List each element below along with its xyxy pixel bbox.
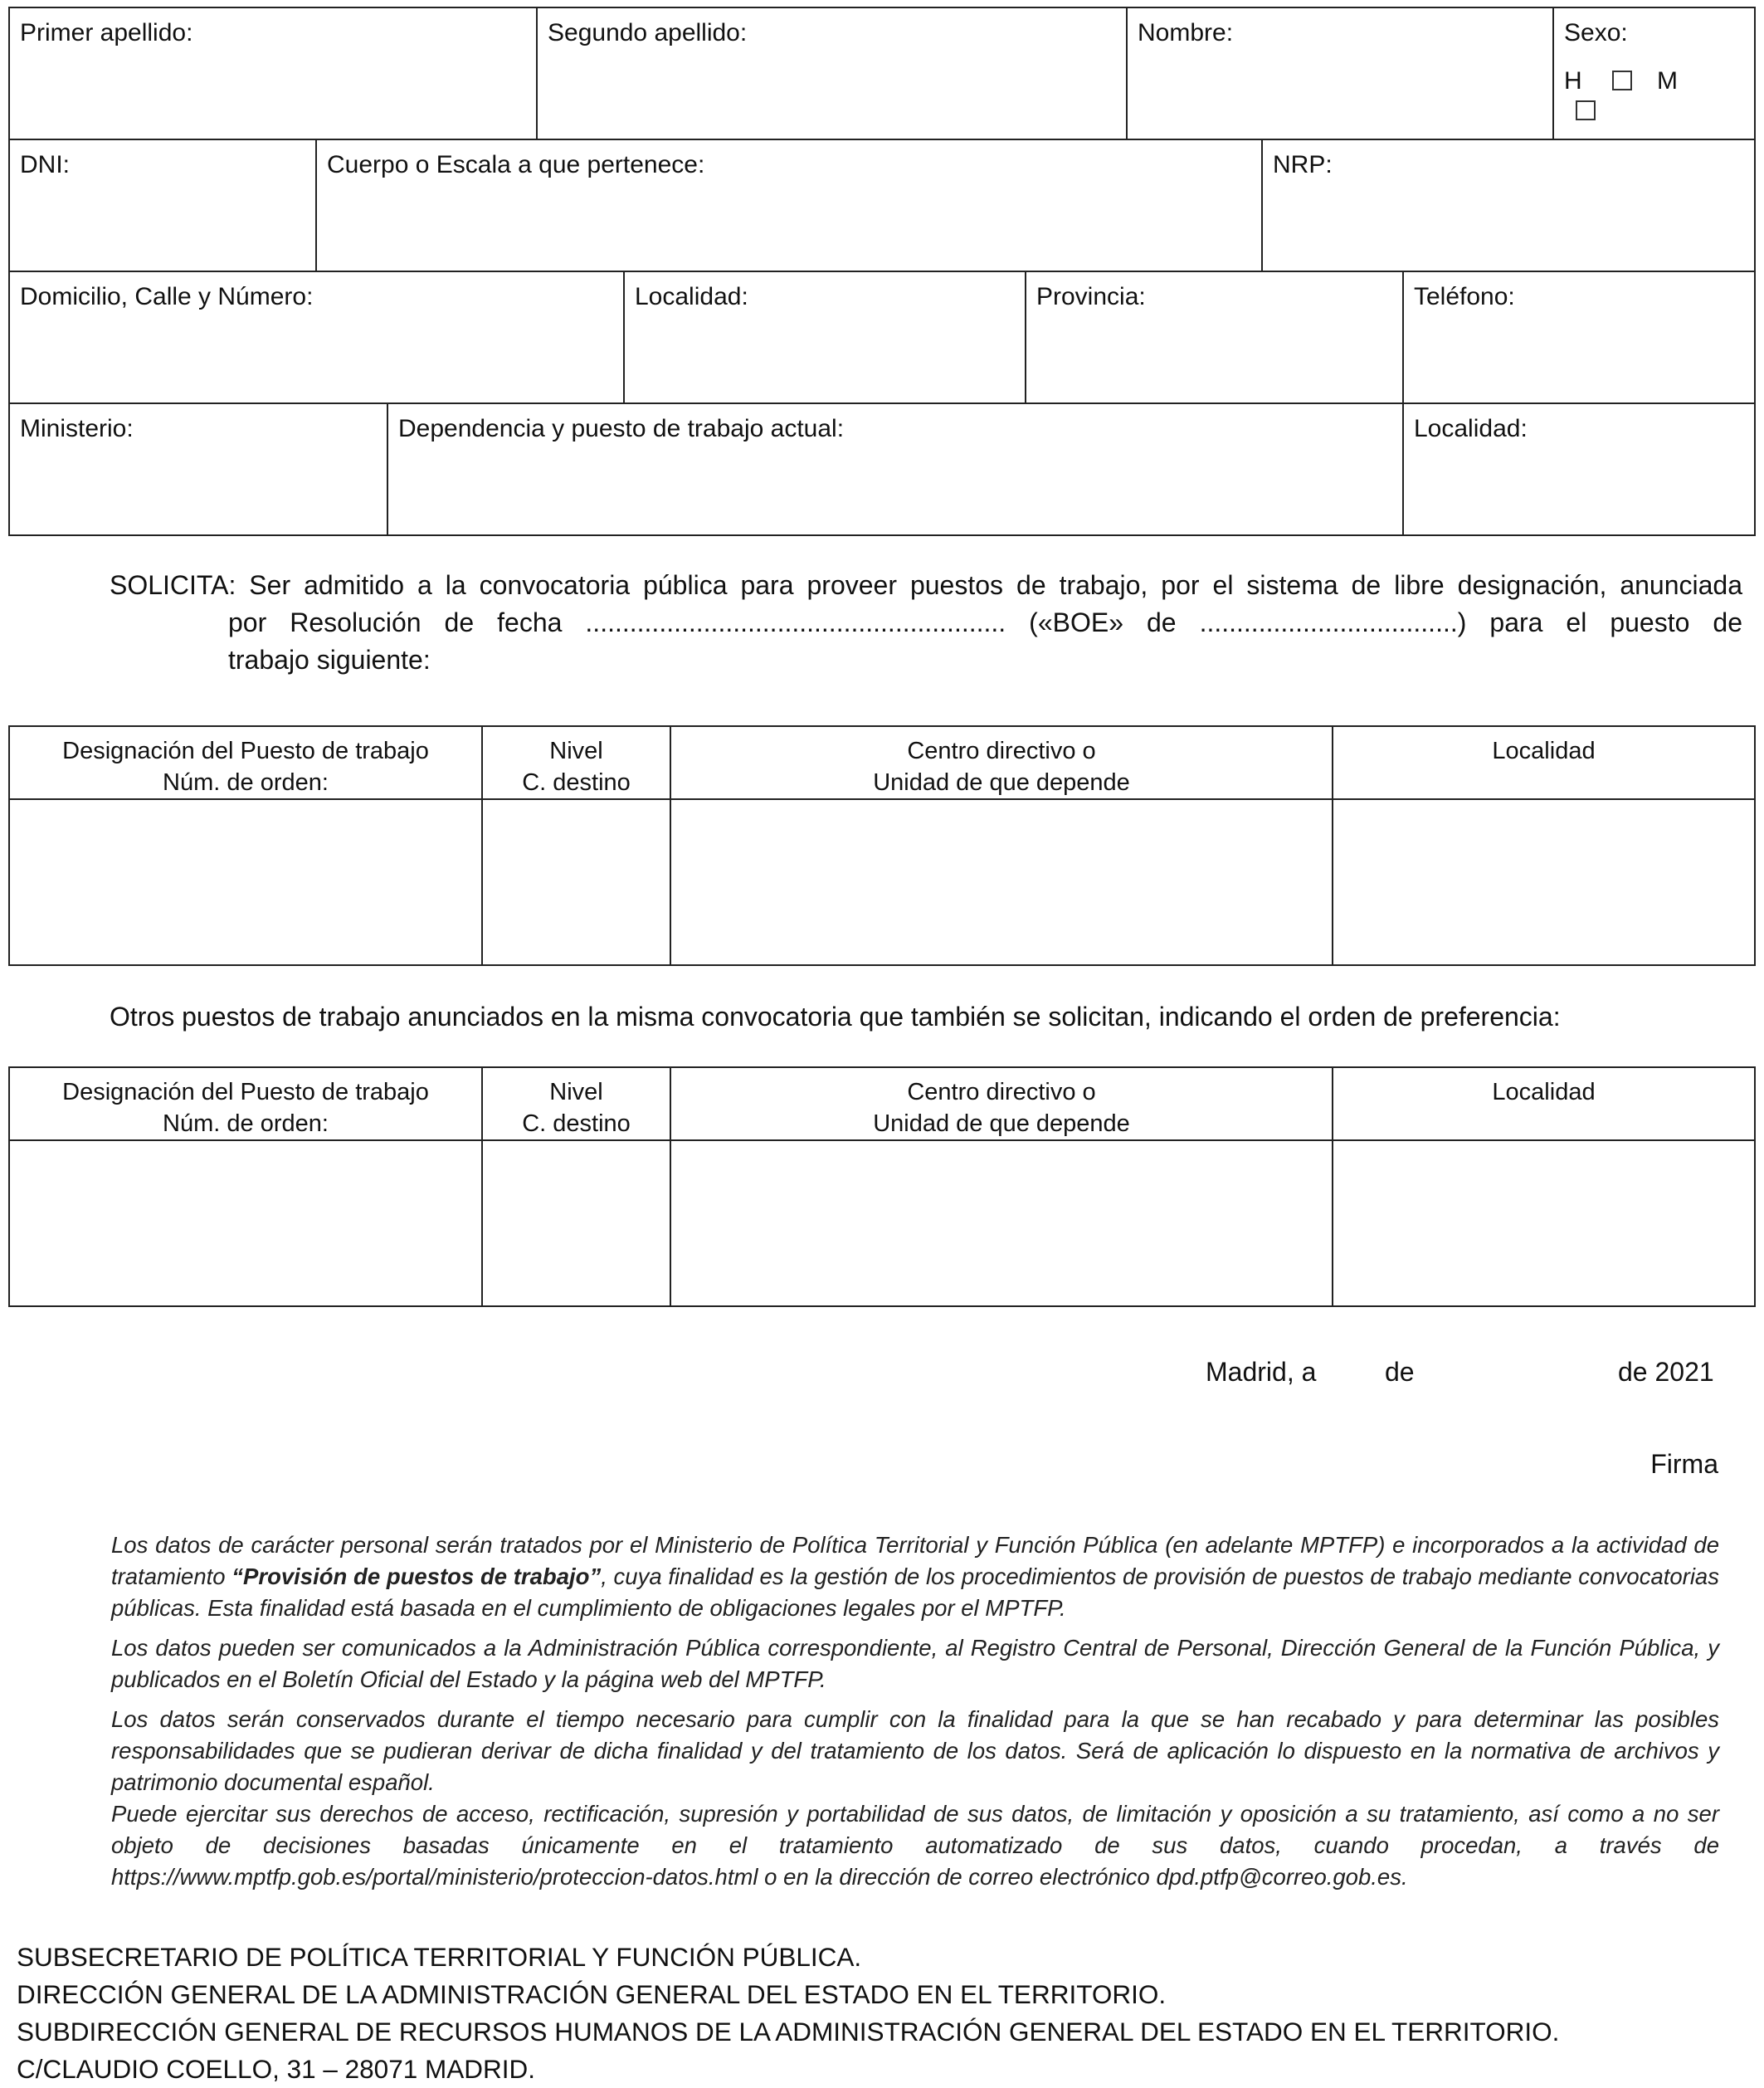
- personal-data-grid: [8, 7, 1756, 536]
- header-designacion: [10, 727, 483, 798]
- otros-puestos-text: Otros puestos de trabajo anunciados en la misma convocatoria que también se solicitan, indicando el orden de preferencia:: [110, 1002, 1561, 1032]
- cell-nivel[interactable]: [483, 1141, 671, 1305]
- field-dependencia[interactable]: [388, 404, 1404, 536]
- label-segundo-apellido: Segundo apellido:: [548, 19, 748, 46]
- header-nivel-line1: Nivel: [549, 738, 603, 764]
- solicita-line-3: trabajo siguiente:: [228, 645, 431, 675]
- row-names: [10, 8, 1754, 140]
- address-line-3: SUBDIRECCIÓN GENERAL DE RECURSOS HUMANOS DE LA ADMINISTRACIÓN GENERAL DEL ESTADO EN EL TERRITORIO.: [17, 2017, 1560, 2047]
- header-nivel-line2: C. destino: [522, 1110, 631, 1137]
- label-dependencia: Dependencia y puesto de trabajo actual:: [398, 415, 845, 442]
- cell-designacion[interactable]: [10, 800, 483, 964]
- address-line-4: C/CLAUDIO COELLO, 31 – 28071 MADRID.: [17, 2054, 535, 2084]
- legal-p1-a: Los datos de carácter personal serán tratados por el Ministerio de Política Territorial y Función Pública (en adelante MPTFP) e incorporados a la actividad de tratamiento: [111, 1532, 1719, 1589]
- legal-p1-bold: “Provisión de puestos de trabajo”: [231, 1564, 602, 1589]
- legal-paragraph-1: [111, 1529, 1719, 1624]
- field-localidad-actual[interactable]: [1404, 404, 1754, 536]
- field-localidad[interactable]: [625, 272, 1026, 402]
- solicita-line-1: SOLICITA: Ser admitido a la convocatoria pública para proveer puestos de trabajo, por el sistema de libre designación, anunciada: [110, 570, 1742, 600]
- label-sexo: Sexo:: [1564, 19, 1628, 46]
- address-line-1: SUBSECRETARIO DE POLÍTICA TERRITORIAL Y FUNCIÓN PÚBLICA.: [17, 1942, 862, 1972]
- label-nrp: NRP:: [1273, 151, 1333, 178]
- header-localidad: [1333, 727, 1754, 798]
- header-centro-line2: Unidad de que depende: [873, 769, 1130, 796]
- field-segundo-apellido[interactable]: [538, 8, 1128, 139]
- sexo-h-label: H: [1564, 67, 1582, 95]
- date-de-1: de: [1385, 1357, 1415, 1387]
- cell-centro[interactable]: [671, 800, 1333, 964]
- cell-centro[interactable]: [671, 1141, 1333, 1305]
- field-provincia[interactable]: [1026, 272, 1404, 402]
- label-localidad: Localidad:: [635, 283, 748, 310]
- header-designacion-line2: Núm. de orden:: [163, 1110, 329, 1137]
- label-domicilio: Domicilio, Calle y Número:: [20, 283, 314, 310]
- field-domicilio[interactable]: [10, 272, 625, 402]
- address-line-2: DIRECCIÓN GENERAL DE LA ADMINISTRACIÓN GENERAL DEL ESTADO EN EL TERRITORIO.: [17, 1979, 1167, 2009]
- label-nombre: Nombre:: [1138, 19, 1234, 46]
- cell-localidad[interactable]: [1333, 800, 1754, 964]
- header-designacion-line1: Designación del Puesto de trabajo: [62, 1079, 429, 1105]
- label-ministerio: Ministerio:: [20, 415, 134, 442]
- legal-notice: [111, 1529, 1719, 1901]
- header-designacion-line2: Núm. de orden:: [163, 769, 329, 796]
- label-provincia: Provincia:: [1036, 283, 1146, 310]
- header-nivel-line2: C. destino: [522, 769, 631, 796]
- header-centro-line2: Unidad de que depende: [873, 1110, 1130, 1137]
- label-primer-apellido: Primer apellido:: [20, 19, 193, 46]
- table-row: [10, 800, 1754, 964]
- field-nombre[interactable]: [1128, 8, 1554, 139]
- row-dni: [10, 140, 1754, 272]
- checkbox-m[interactable]: [1576, 100, 1596, 120]
- label-localidad-actual: Localidad:: [1414, 415, 1528, 442]
- header-nivel: [483, 727, 671, 798]
- firma-label: Firma: [1650, 1449, 1718, 1479]
- header-designacion-line1: Designación del Puesto de trabajo: [62, 738, 429, 764]
- header-localidad-line1: Localidad: [1492, 738, 1596, 764]
- cell-localidad[interactable]: [1333, 1141, 1754, 1305]
- sexo-options: [1564, 66, 1744, 126]
- header-designacion: [10, 1068, 483, 1139]
- address-block: [17, 1939, 1559, 2088]
- legal-paragraph-4: Puede ejercitar sus derechos de acceso, rectificación, supresión y portabilidad de sus datos, de limitación y oposición a su tratamiento, así como a no ser objeto de decisiones basadas únicamente en el tratamiento automatizado de sus datos, cuando procedan, a través de https://www.mptfp.gob.es/portal/ministerio/proteccion-datos.html o en la dirección de correo electrónico dpd.ptfp@correo.gob.es.: [111, 1801, 1719, 1890]
- sexo-option-h[interactable]: [1564, 67, 1632, 95]
- field-telefono[interactable]: [1404, 272, 1754, 402]
- table-header-row: [10, 727, 1754, 800]
- date-madrid: Madrid, a: [1206, 1357, 1317, 1387]
- cell-designacion[interactable]: [10, 1141, 483, 1305]
- solicita-paragraph: [110, 567, 1742, 679]
- legal-p1-b: , cuya finalidad es la gestión de los procedimientos de provisión de puestos de trabajo mediante convocatorias públicas. Esta finalidad está basada en el cumplimiento de obligaciones legales por el MPTFP.: [111, 1564, 1719, 1621]
- header-centro: [671, 1068, 1333, 1139]
- row-ministerio: [10, 404, 1754, 536]
- header-nivel-line1: Nivel: [549, 1079, 603, 1105]
- row-domicilio: [10, 272, 1754, 404]
- checkbox-h[interactable]: [1612, 71, 1632, 90]
- header-localidad-line1: Localidad: [1492, 1079, 1596, 1105]
- field-primer-apellido[interactable]: [10, 8, 538, 139]
- header-centro: [671, 727, 1333, 798]
- header-centro-line1: Centro directivo o: [907, 1079, 1096, 1105]
- header-localidad: [1333, 1068, 1754, 1139]
- header-nivel: [483, 1068, 671, 1139]
- legal-paragraph-3: Los datos serán conservados durante el tiempo necesario para cumplir con la finalidad para la que se han recabado y para determinar las posibles responsabilidades que se pudieran derivar de dicha finalidad y del tratamiento de los datos. Será de aplicación lo dispuesto en la normativa de archivos y patrimonio documental español.: [111, 1706, 1719, 1795]
- field-sexo: [1554, 8, 1754, 139]
- position-table-primary: [8, 725, 1756, 966]
- label-telefono: Teléfono:: [1414, 283, 1515, 310]
- label-cuerpo: Cuerpo o Escala a que pertenece:: [327, 151, 705, 178]
- legal-paragraph-2: Los datos pueden ser comunicados a la Administración Pública correspondiente, al Registro Central de Personal, Dirección General de la Función Pública, y publicados en el Boletín Oficial del Estado y la página web del MPTFP.: [111, 1635, 1719, 1692]
- field-cuerpo[interactable]: [317, 140, 1263, 271]
- date-de-year: de 2021: [1618, 1357, 1714, 1387]
- field-ministerio[interactable]: [10, 404, 388, 536]
- position-table-other: [8, 1066, 1756, 1307]
- table-header-row: [10, 1068, 1754, 1141]
- header-centro-line1: Centro directivo o: [907, 738, 1096, 764]
- label-dni: DNI:: [20, 151, 70, 178]
- field-nrp[interactable]: [1263, 140, 1754, 271]
- solicita-line-2: por Resolución de fecha ......................................................... («BOE» de ...................................) para el puesto de: [228, 607, 1742, 637]
- sexo-m-label: M: [1657, 67, 1679, 95]
- table-row: [10, 1141, 1754, 1305]
- cell-nivel[interactable]: [483, 800, 671, 964]
- field-dni[interactable]: [10, 140, 317, 271]
